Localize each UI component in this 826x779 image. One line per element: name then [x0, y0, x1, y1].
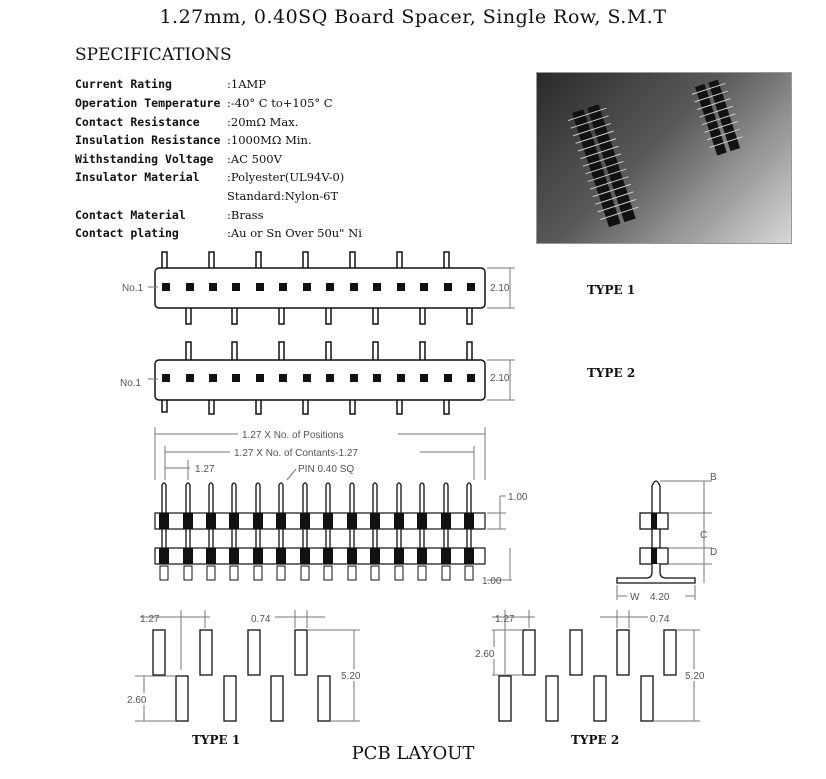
type2-body — [155, 360, 485, 400]
pcb-layout-title: PCB LAYOUT — [351, 743, 475, 764]
no1-label: No.1 — [122, 283, 144, 294]
pcb-type2-label: TYPE 2 — [571, 733, 620, 747]
dim-210: 2.10 — [490, 373, 510, 384]
pcb-dim-520: 5.20 — [685, 671, 705, 682]
pcb-layout-type2 — [474, 610, 714, 721]
spec-label: Withstanding Voltage — [75, 152, 214, 166]
side-b-label: B — [710, 472, 717, 483]
type2-drawing — [120, 342, 515, 414]
spec-label: Insulation Resistance — [75, 133, 221, 147]
type1-drawing — [122, 252, 515, 324]
spec-value: :1AMP — [227, 77, 267, 91]
dim-420: 4.20 — [650, 592, 670, 603]
dim-210: 2.10 — [490, 283, 510, 294]
type2-label: TYPE 2 — [587, 366, 636, 380]
dim-100b: 1.00 — [482, 576, 502, 587]
pcb-type1-label: TYPE 1 — [192, 733, 241, 747]
pcb-dim-520: 5.20 — [341, 671, 361, 682]
type1-label: TYPE 1 — [587, 283, 636, 297]
spec-value: :Polyester(UL94V-0) — [227, 170, 345, 184]
spec-label: Contact Material — [75, 208, 186, 222]
type1-pins-top — [162, 252, 449, 268]
dim-100a: 1.00 — [508, 492, 528, 503]
dim-positions: 1.27 X No. of Positions — [242, 430, 344, 441]
spec-label: Contact plating — [75, 226, 179, 240]
pin-label: PIN 0.40 SQ — [298, 464, 355, 475]
side-d-label: D — [710, 547, 718, 558]
pcb-dim-260: 2.60 — [127, 695, 147, 706]
spec-label: Insulator Material — [75, 170, 200, 184]
spec-value: Standard:Nylon-6T — [227, 189, 339, 203]
side-view — [617, 472, 717, 603]
spec-value: :Au or Sn Over 50u" Ni — [227, 226, 362, 240]
pcb-dim-127: 1.27 — [495, 614, 515, 625]
spec-label: Contact Resistance — [75, 115, 200, 129]
side-w-label: W — [630, 592, 640, 603]
spec-value: :-40° C to+105° C — [227, 96, 333, 110]
spec-label: Current Rating — [75, 77, 172, 91]
pcb-dim-074: 0.74 — [251, 614, 271, 625]
front-view — [155, 427, 528, 587]
type1-body — [155, 268, 485, 308]
spec-value: :1000MΩ Min. — [227, 133, 312, 147]
no1-label: No.1 — [120, 378, 142, 389]
pcb-dim-127: 1.27 — [140, 614, 160, 625]
spec-value: :AC 500V — [227, 152, 282, 166]
pcb-dim-074: 0.74 — [650, 614, 670, 625]
specifications-heading: SPECIFICATIONS — [75, 45, 232, 65]
page-title: 1.27mm, 0.40SQ Board Spacer, Single Row, S.M.T — [159, 6, 667, 28]
spec-value: :20mΩ Max. — [227, 115, 299, 129]
dim-contacts: 1.27 X No. of Contants-1.27 — [234, 448, 358, 459]
pcb-layout-type1 — [126, 610, 370, 721]
pcb-dim-260: 2.60 — [475, 649, 495, 660]
spec-label: Operation Temperature — [75, 96, 221, 110]
spec-value: :Brass — [227, 208, 264, 222]
side-c-label: C — [700, 530, 708, 541]
dim-127: 1.27 — [195, 464, 215, 475]
